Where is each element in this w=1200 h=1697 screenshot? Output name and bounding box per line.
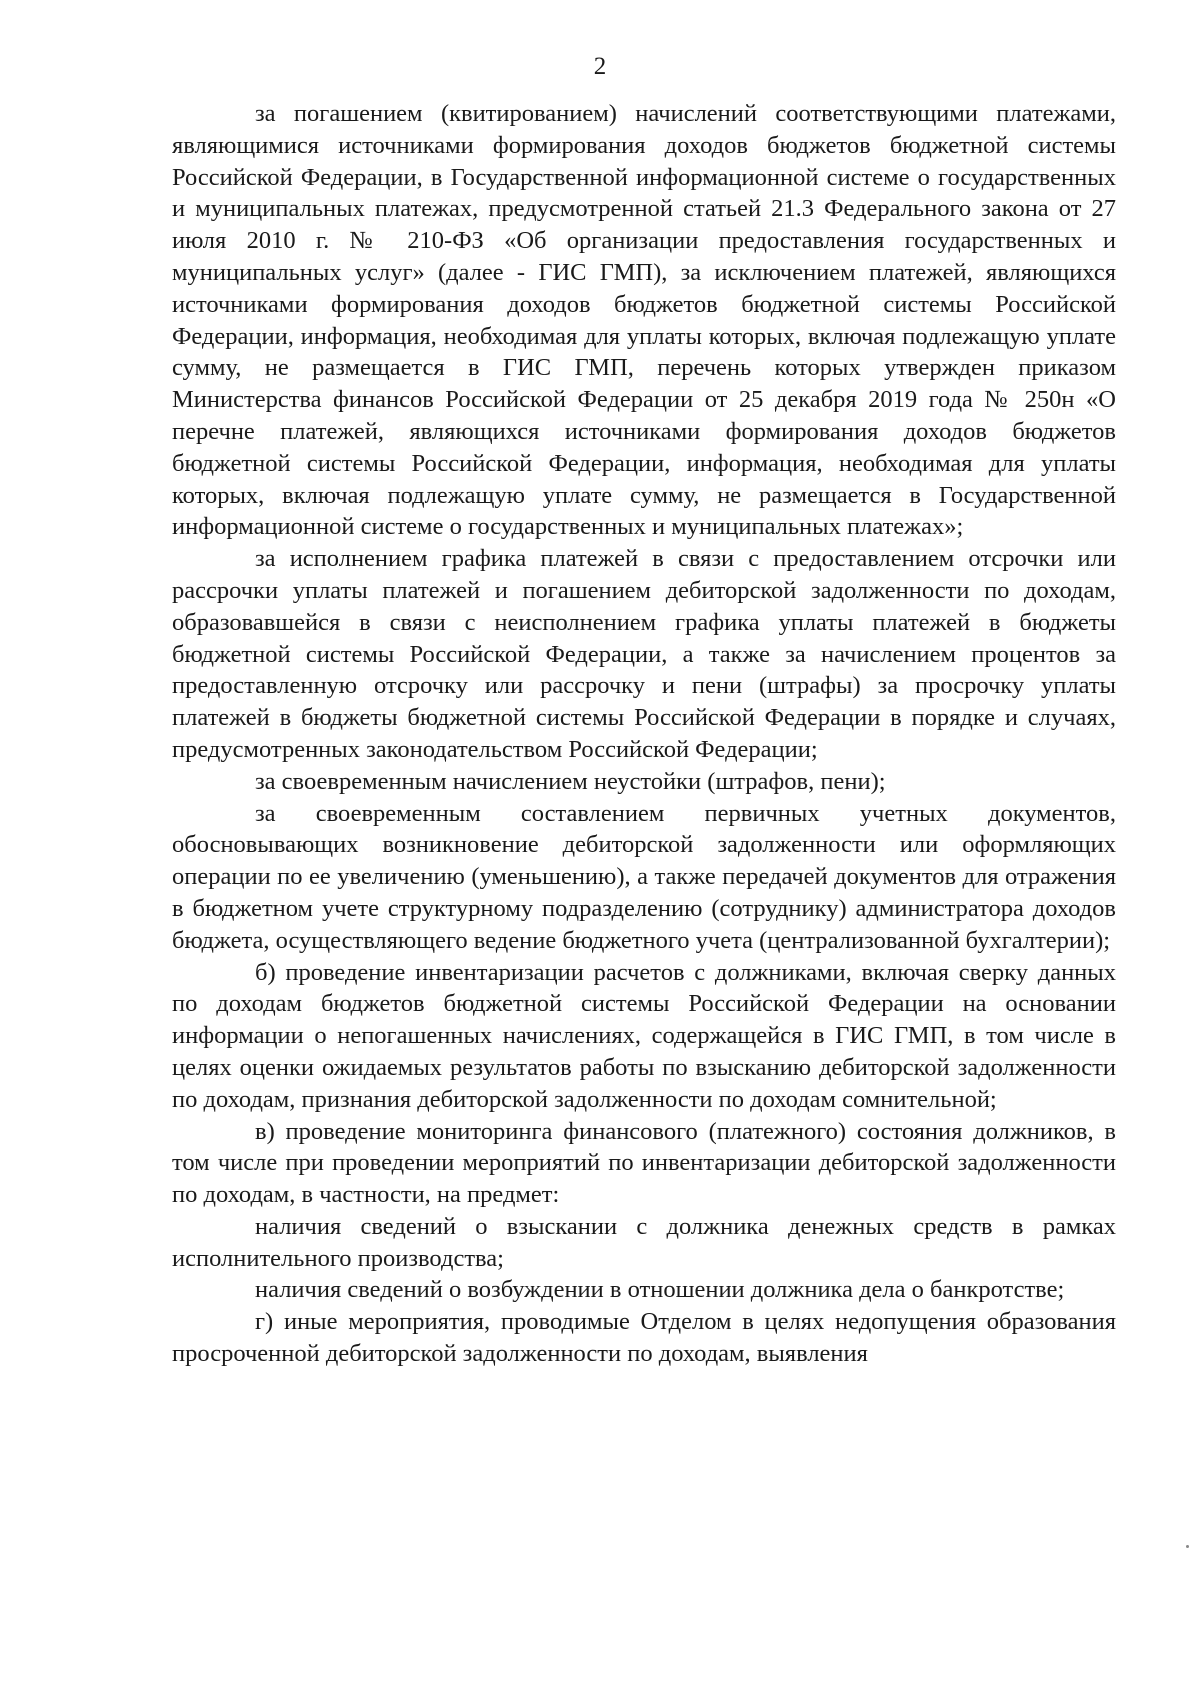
paragraph-primary-documents: за своевременным составлением первичных учетных документов, обосновывающих возникновение дебиторской задолженности или оформляющих операции по ее увеличению (уменьшению), а также передачей документов для отражения в бюджетном учете структурному подразделению (сотруднику) администратора доходов бюджета, осуществляющего ведение бюджетного учета (централизованной бухгалтерии);	[172, 799, 1116, 954]
paragraph-item-g-other-measures: г) иные мероприятия, проводимые Отделом в целях недопущения образования просроченной дебиторской задолженности по доходам, выявления	[172, 1308, 1116, 1368]
document-body	[172, 98, 1116, 1370]
paragraph-bankruptcy-info: наличия сведений о возбуждении в отношении должника дела о банкротстве;	[255, 1276, 1065, 1304]
paragraph-item-b-inventory: б) проведение инвентаризации расчетов с должниками, включая сверку данных по доходам бюджетов бюджетной системы Российской Федерации на основании информации о непогашенных начислениях, содержащейся в ГИС ГМП, в том числе в целях оценки ожидаемых результатов работы по взысканию дебиторской задолженности по доходам, признания дебиторской задолженности по доходам сомнительной;	[172, 958, 1116, 1113]
paragraph-enforcement-info: наличия сведений о взыскании с должника денежных средств в рамках исполнительного производства;	[172, 1212, 1116, 1272]
scan-artifact-dot	[1186, 1545, 1189, 1548]
paragraph-payment-schedule: за исполнением графика платежей в связи с предоставлением отсрочки или рассрочки уплаты платежей и погашением дебиторской задолженности по доходам, образовавшейся в связи с неисполнением графика уплаты платежей в бюджеты бюджетной системы Российской Федерации, а также за начислением процентов за предоставленную отсрочку или рассрочку и пени (штрафы) за просрочку уплаты платежей в бюджеты бюджетной системы Российской Федерации в порядке и случаях, предусмотренных законодательством Российской Федерации;	[172, 545, 1116, 763]
paragraph-reconciliation-gis-gmp: за погашением (квитированием) начислений соответствующими платежами, являющимися источниками формирования доходов бюджетов бюджетной системы Российской Федерации, в Государственной информационной системе о государственных и муниципальных платежах, предусмотренной статьей 21.3 Федерального закона от 27 июля 2010 г. № 210-ФЗ «Об организации предоставления государственных и муниципальных услуг» (далее - ГИС ГМП), за исключением платежей, являющихся источниками формирования доходов бюджетов бюджетной системы Российской Федерации, информация, необходимая для уплаты которых, включая подлежащую уплате сумму, не размещается в ГИС ГМП, перечень которых утвержден приказом Министерства финансов Российской Федерации от 25 декабря 2019 года № 250н «О перечне платежей, являющихся источниками формирования доходов бюджетов бюджетной системы Российской Федерации, информация, необходимая для уплаты которых, включая подлежащую уплате сумму, не размещается в Государственной информационной системе о государственных и муниципальных платежах»;	[172, 100, 1116, 541]
page-number: 2	[593, 53, 607, 80]
paragraph-item-v-monitoring: в) проведение мониторинга финансового (платежного) состояния должников, в том числе при проведении мероприятий по инвентаризации дебиторской задолженности по доходам, в частности, на предмет:	[172, 1117, 1116, 1209]
paragraph-penalty-accrual: за своевременным начислением неустойки (штрафов, пени);	[255, 767, 886, 795]
